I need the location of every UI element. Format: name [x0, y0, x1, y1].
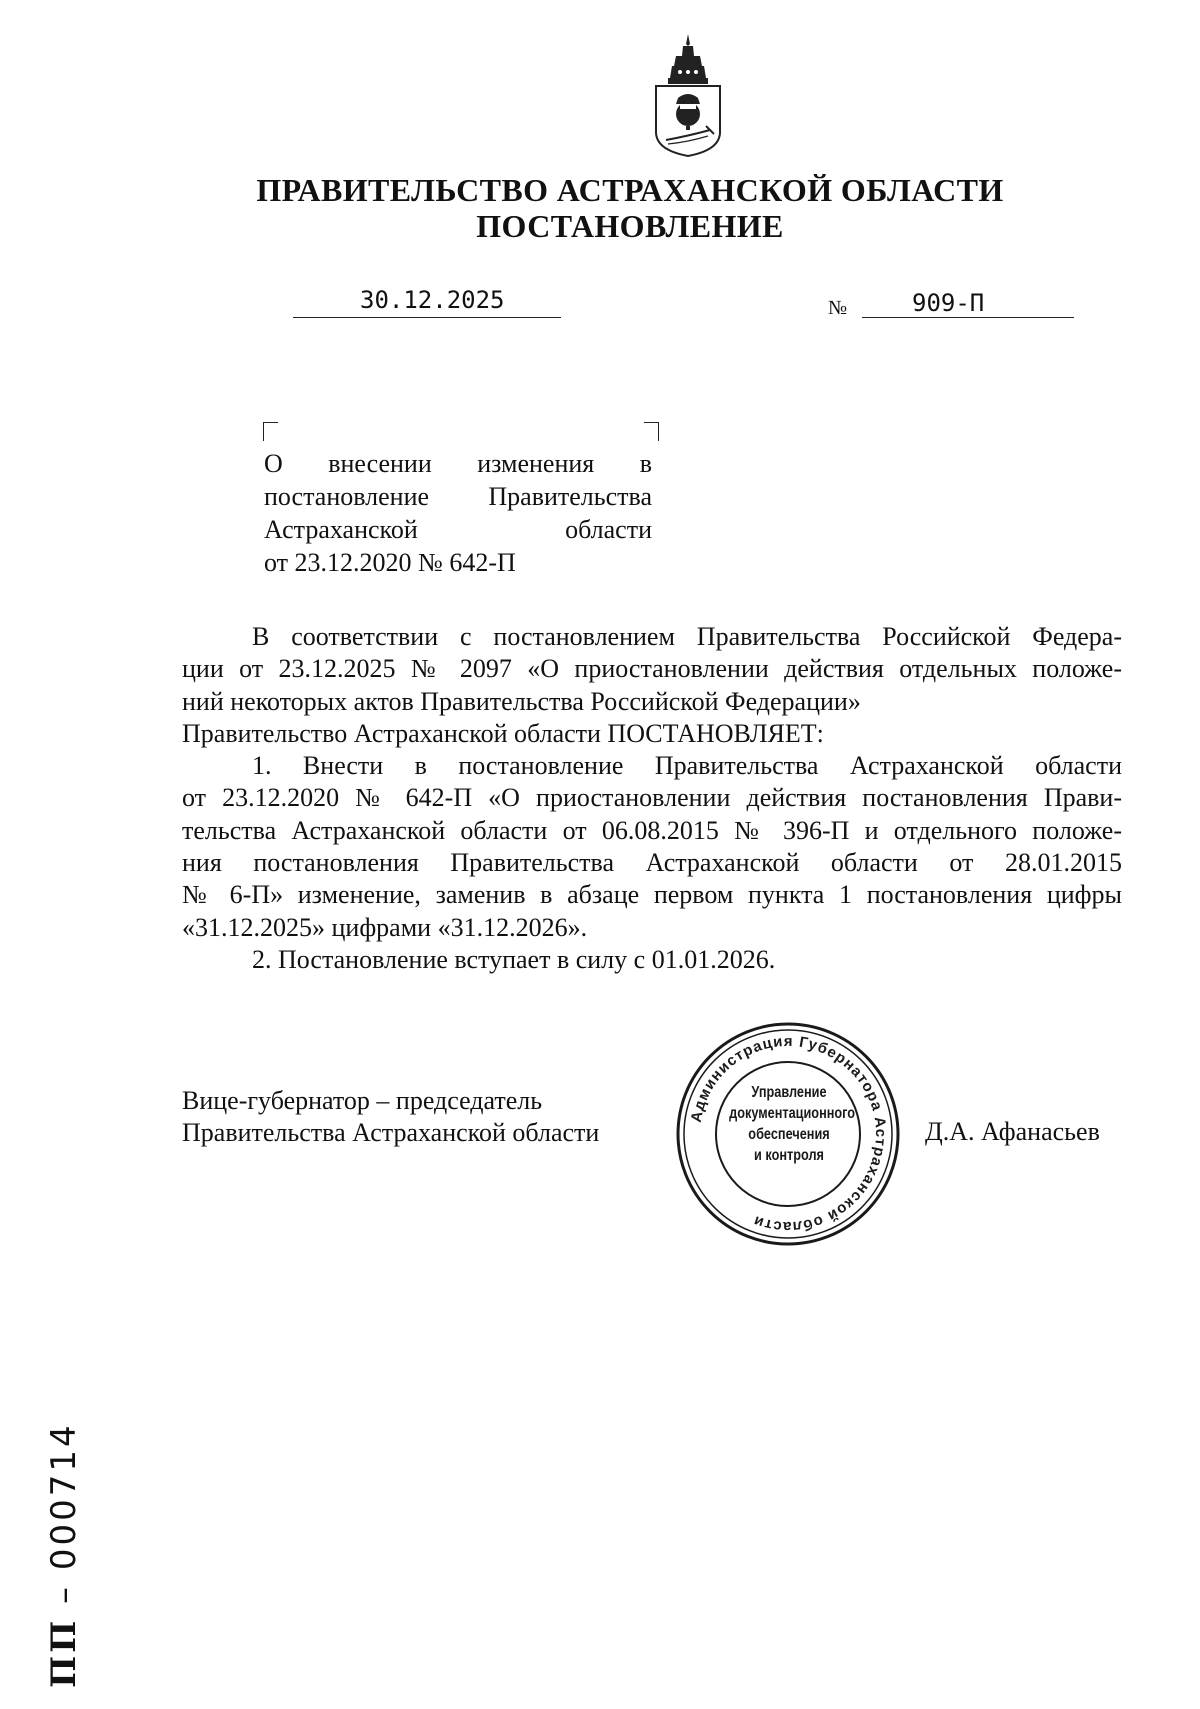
number-underline [862, 317, 1074, 318]
body-line: «31.12.2025» цифрами «31.12.2026». [182, 912, 588, 942]
body-line: тельства Астраханской области от 06.08.2015 № 396-П и отдельного положе- [182, 815, 1122, 845]
document-title [264, 447, 652, 579]
title-line: О внесении изменения в [264, 449, 652, 478]
stamp-ring-text: Администрация Губернатора Астраханской области [687, 1032, 890, 1236]
title-corner-left [263, 422, 278, 441]
stamp-center-line: документационного [729, 1105, 856, 1122]
serial-dash: – [44, 1583, 84, 1604]
title-line: от 23.12.2020 № 642-П [264, 548, 516, 577]
stamp-center-line: Управление [751, 1084, 827, 1101]
stamp-center-text [729, 1082, 856, 1166]
stamp-center-line: обеспечения [748, 1126, 830, 1143]
body-line: Правительство Астраханской области ПОСТАНОВЛЯЕТ: [182, 718, 824, 748]
date-underline [293, 317, 561, 318]
document-date: 30.12.2025 [360, 286, 505, 314]
title-line: Астраханской области [264, 515, 652, 544]
body-line: В соответствии с постановлением Правительства Российской Федера- [252, 622, 1122, 651]
organization-heading: ПРАВИТЕЛЬСТВО АСТРАХАНСКОЙ ОБЛАСТИ [256, 172, 1004, 208]
document-type-heading: ПОСТАНОВЛЕНИЕ [476, 208, 784, 244]
document-body [182, 621, 1122, 976]
body-line: ний некоторых актов Правительства Российской Федерации» [182, 686, 861, 716]
astrakhan-coat-of-arms-emblem [650, 32, 726, 158]
body-line: ции от 23.12.2025 № 2097 «О приостановлении действия отдельных положе- [182, 654, 1122, 684]
serial-digits: 000714 [44, 1422, 84, 1571]
signatory-name: Д.А. Афанасьев [925, 1117, 1100, 1146]
position-line: Вице-губернатор – председатель [182, 1086, 543, 1115]
serial-prefix: ПП [44, 1617, 84, 1688]
body-line: 1. Внести в постановление Правительства Астраханской области [252, 751, 1122, 781]
body-line: № 6-П» изменение, заменив в абзаце первом пункта 1 постановления цифры [182, 880, 1122, 910]
body-line: ния постановления Правительства Астраханской области от 28.01.2015 [182, 848, 1122, 878]
position-line: Правительства Астраханской области [182, 1118, 600, 1147]
body-line: 2. Постановление вступает в силу с 01.01.2026. [252, 944, 776, 974]
title-line: постановление Правительства [264, 482, 652, 511]
number-sign: № [828, 297, 848, 319]
stamp-center-line: и контроля [754, 1147, 824, 1164]
form-serial-number [44, 1388, 84, 1688]
signatory-position [182, 1085, 599, 1149]
title-corner-right [644, 422, 659, 441]
body-line: от 23.12.2020 № 642-П «О приостановлении действия постановления Прави- [182, 783, 1122, 813]
document-number: 909-П [912, 289, 985, 317]
